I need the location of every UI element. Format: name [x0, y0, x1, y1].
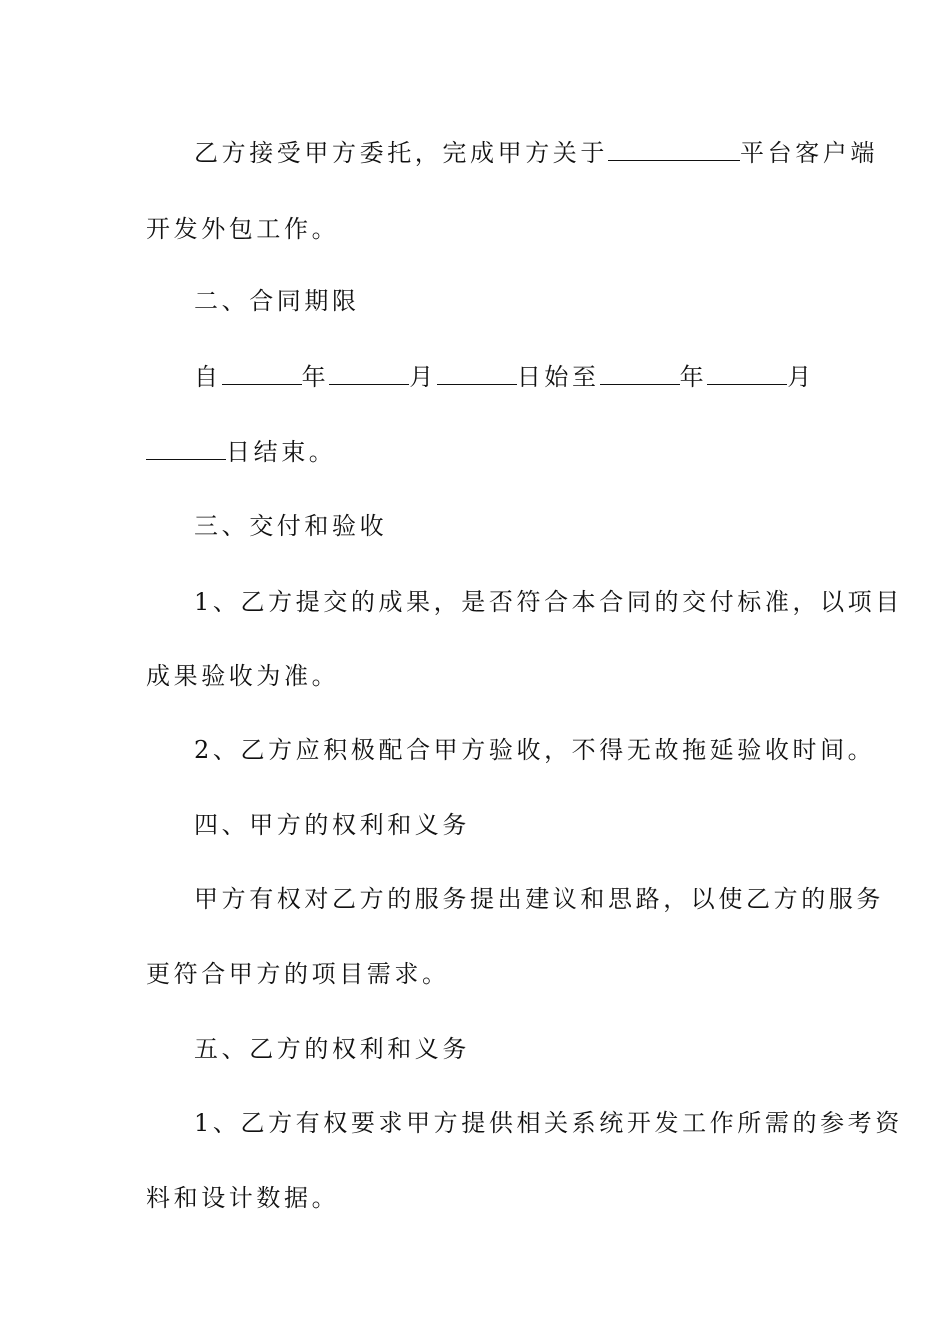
clause-3-2: 2、乙方应积极配合甲方验收，不得无故拖延验收时间。 [194, 736, 876, 764]
scope-text-a: 乙方接受甲方委托，完成甲方关于 [194, 139, 608, 167]
term-from: 自 [194, 363, 222, 391]
start-day-blank [437, 362, 517, 385]
term-year-1: 年 [301, 363, 330, 391]
term-year-2: 年 [679, 363, 708, 391]
clause-5-1-line-1: 1、乙方有权要求甲方提供相关系统开发工作所需的参考资 [194, 1109, 903, 1137]
end-day-blank [146, 437, 226, 460]
paragraph-scope-line-2: 开发外包工作。 [146, 215, 340, 243]
start-month-blank [329, 362, 409, 385]
section-heading-delivery: 三、交付和验收 [194, 512, 388, 540]
term-day-to: 日始至 [516, 363, 600, 391]
end-month-blank [707, 362, 787, 385]
section-heading-party-a: 四、甲方的权利和义务 [194, 811, 470, 839]
section-heading-term: 二、合同期限 [194, 287, 360, 315]
clause-3-1-line-1: 1、乙方提交的成果，是否符合本合同的交付标准，以项目 [194, 588, 903, 616]
section-heading-party-b: 五、乙方的权利和义务 [194, 1035, 470, 1063]
term-month-1: 月 [409, 363, 437, 391]
term-month-2: 月 [787, 363, 815, 391]
start-year-blank [222, 362, 302, 385]
paragraph-scope-line-1 [146, 138, 878, 168]
paragraph-term-line-2 [146, 437, 818, 467]
party-a-rights-line-2: 更符合甲方的项目需求。 [146, 960, 450, 988]
party-a-rights-line-1: 甲方有权对乙方的服务提出建议和思路，以使乙方的服务 [194, 885, 884, 913]
clause-3-1-line-2: 成果验收为准。 [146, 662, 340, 690]
clause-5-1-line-2: 料和设计数据。 [146, 1184, 340, 1212]
platform-name-blank [608, 138, 740, 161]
term-end: 日结束。 [226, 438, 337, 466]
scope-text-b: 平台客户端 [740, 139, 878, 167]
end-year-blank [600, 362, 680, 385]
paragraph-term-line-1 [146, 362, 866, 392]
